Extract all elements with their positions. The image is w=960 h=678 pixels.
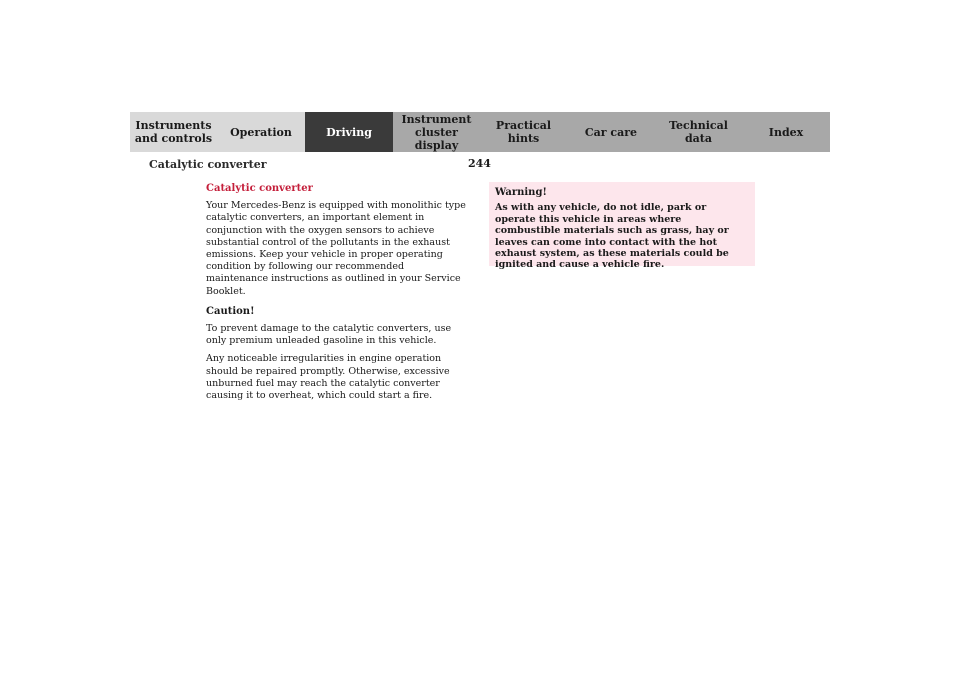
caution-title: Caution!: [206, 305, 255, 317]
tab-label: Index: [768, 125, 804, 139]
caution-paragraph-1: To prevent damage to the catalytic converters, use only premium unleaded gasoline in this vehicle.: [206, 323, 452, 347]
tab-instrument-cluster-display[interactable]: [393, 112, 480, 152]
page-number: 244: [468, 157, 491, 170]
tab-label: Instrument cluster display: [401, 112, 472, 152]
tab-label: Operation: [230, 125, 292, 139]
section-navigation: [130, 112, 830, 152]
tab-label: Instruments and controls: [134, 119, 213, 145]
tab-operation[interactable]: [217, 112, 305, 152]
tab-label: Technical data: [669, 119, 728, 145]
tab-label: Driving: [326, 125, 372, 139]
tab-instruments-and-controls[interactable]: [130, 112, 217, 152]
tab-driving[interactable]: [305, 112, 393, 152]
tab-label: Car care: [584, 125, 638, 139]
intro-paragraph: Your Mercedes-Benz is equipped with monolithic type catalytic converters, an important element in conjunction with the oxygen sensors to achieve substantial control of the pollutants in the exhaust emissions. Keep your vehicle in proper operating condition by following our recommended maintenance instructions as outlined in your Service Booklet.: [206, 200, 466, 297]
main-content: [206, 183, 468, 408]
tab-practical-hints[interactable]: [480, 112, 567, 152]
warning-box: [489, 182, 755, 271]
tab-index[interactable]: [742, 112, 830, 152]
tab-technical-data[interactable]: [655, 112, 742, 152]
running-header: Catalytic converter: [149, 158, 267, 171]
tab-label: Practical hints: [495, 119, 552, 145]
tab-car-care[interactable]: [567, 112, 655, 152]
warning-text: As with any vehicle, do not idle, park or operate this vehicle in areas where combustible materials such as grass, hay or leaves can come into contact with the hot exhaust system, as these materials could be ignited and cause a vehicle fire.: [495, 202, 729, 271]
section-title: Catalytic converter: [206, 183, 313, 194]
warning-title: Warning!: [495, 187, 547, 198]
caution-paragraph-2: Any noticeable irregularities in engine operation should be repaired promptly. Otherwise, excessive unburned fuel may reach the catalytic converter causing it to overheat, which could start a fire.: [206, 353, 450, 402]
